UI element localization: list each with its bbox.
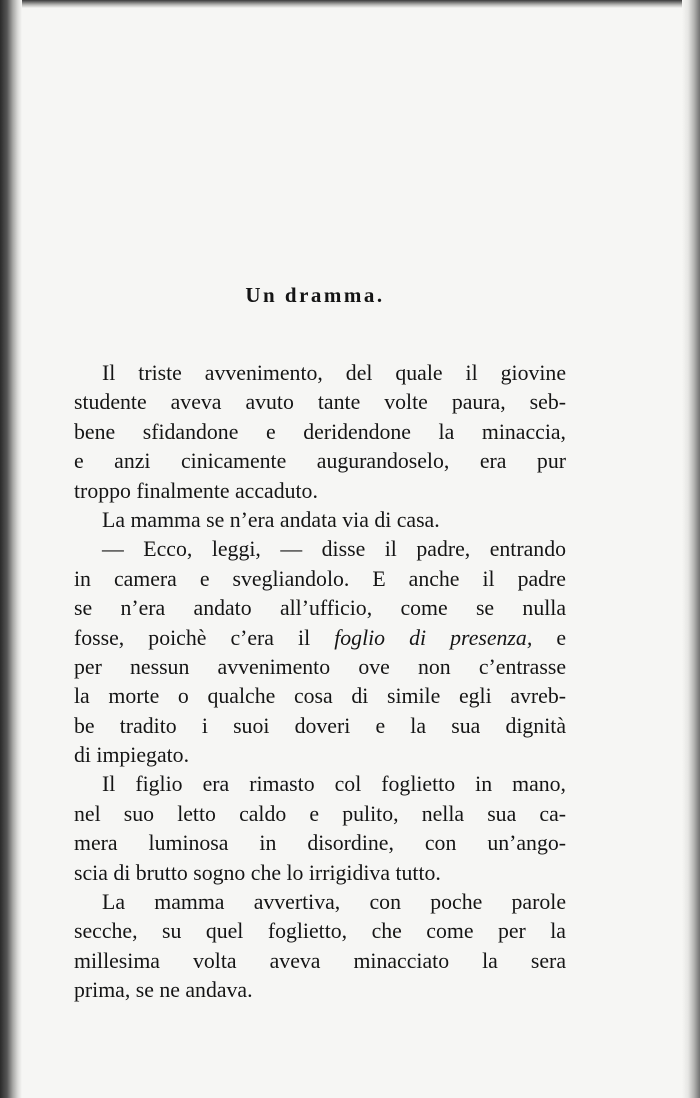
body-text (74, 359, 566, 1006)
text-line: La mamma se n’era andata via di casa. (102, 507, 440, 532)
text-line: Il triste avvenimento, del quale il giovine (102, 361, 566, 385)
chapter-title: Un dramma. (245, 283, 385, 307)
text-line: scia di brutto sogno che lo irrigidiva tutto. (74, 860, 441, 885)
page-right-edge (682, 0, 700, 1098)
page-top-edge (0, 0, 700, 8)
text-line: mera luminosa in disordine, con un’ango- (74, 831, 566, 856)
text-line: prima, se ne andava. (74, 978, 253, 1003)
text-segment: e (532, 625, 567, 650)
book-spine-edge (0, 0, 22, 1098)
text-line: be tradito i suoi doveri e la sua dignità (74, 713, 566, 738)
text-line: La mamma avvertiva, con poche parole (102, 890, 566, 915)
text-line: per nessun avvenimento ove non c’entrasse (74, 654, 566, 679)
text-line: bene sfidandone e deridendone la minaccia, (74, 419, 566, 444)
text-segment: fosse, poichè c’era il (74, 625, 311, 650)
text-line: la morte o qualche cosa di simile egli avreb- (74, 684, 566, 709)
text-line: nel suo letto caldo e pulito, nella sua ca- (74, 801, 566, 826)
text-line: studente aveva avuto tante volte paura, seb- (74, 390, 566, 415)
text-line: in camera e svegliandolo. E anche il padre (74, 566, 566, 591)
text-line-with-italic (74, 624, 566, 653)
text-line: — Ecco, leggi, — disse il padre, entrando (102, 537, 566, 562)
text-line: millesima volta aveva minacciato la sera (74, 948, 566, 973)
text-line: e anzi cinicamente augurandoselo, era pur (74, 449, 566, 474)
text-line: secche, su quel foglietto, che come per la (74, 919, 566, 944)
italic-phrase: foglio di presenza, (334, 625, 533, 650)
text-line: troppo finalmente accaduto. (74, 478, 318, 503)
text-line: Il figlio era rimasto col foglietto in mano, (102, 772, 566, 797)
text-line: di impiegato. (74, 743, 190, 768)
text-line: se n’era andato all’ufficio, come se nulla (74, 596, 566, 621)
